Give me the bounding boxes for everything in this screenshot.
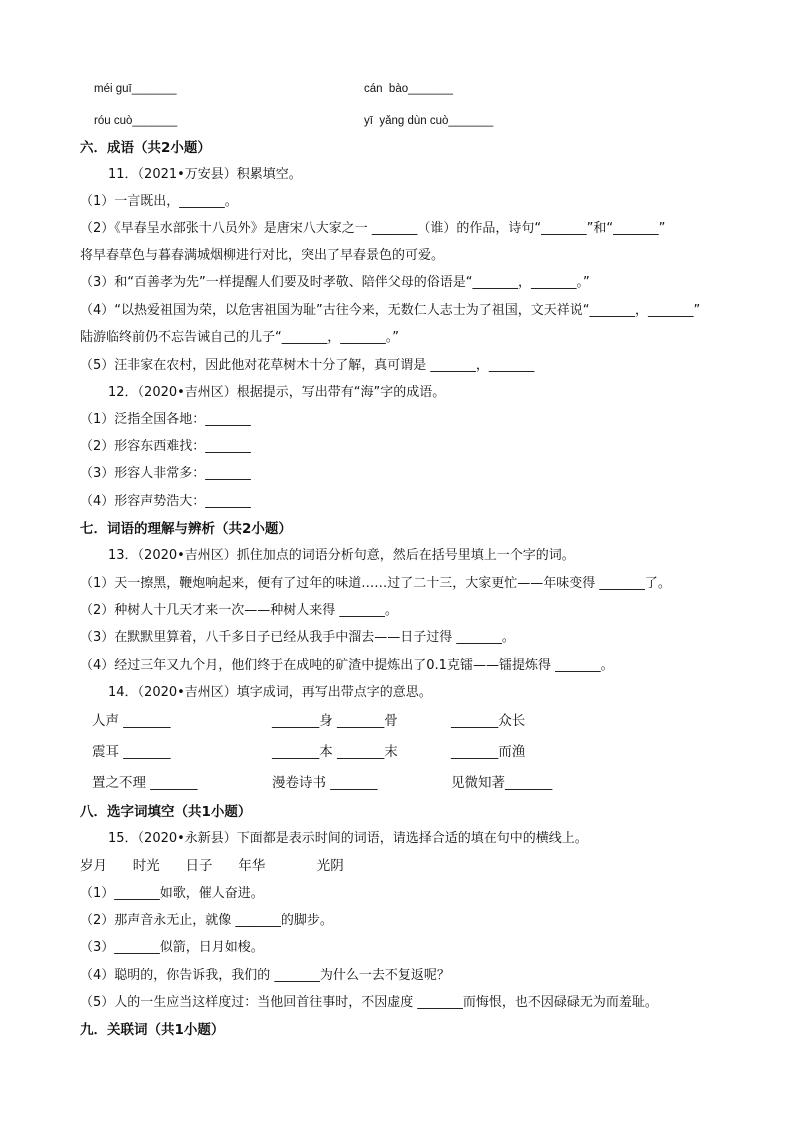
idiom-cell: 置之不理 _______	[92, 775, 198, 791]
word-bank: 岁月 时光 日子 年华 光阴	[80, 858, 344, 874]
section-heading: 七．词语的理解与辨析（共2小题）	[80, 521, 292, 537]
idiom-cell: 人声 _______	[92, 713, 171, 729]
idiom-cell: 漫卷诗书 _______	[272, 775, 378, 791]
idiom-cell: _______而渔	[451, 744, 526, 760]
pinyin-item: cán bào_______	[364, 83, 453, 95]
question-stem: 11．（2021•万安县）积累填空。	[108, 167, 302, 182]
question-stem: 13．（2020•吉州区）抓住加点的词语分析句意，然后在括号里填上一个字的词。	[108, 548, 575, 563]
question-item: 将早春草色与暮春满城烟柳进行对比，突出了早春景色的可爱。	[80, 248, 445, 263]
question-item: （3）在默默里算着，八千多日子已经从我手中溜去——日子过得 _______。	[80, 630, 515, 645]
question-stem: 12．（2020•吉州区）根据提示，写出带有“海”字的成语。	[108, 385, 446, 400]
question-item: （4）经过三年又九个月，他们终于在成吨的矿渣中提炼出了0.1克镭——镭提炼得 _______。	[80, 658, 614, 673]
idiom-cell: _______众长	[451, 713, 526, 729]
question-item: （4）形容声势浩大：_______	[80, 494, 251, 509]
question-stem: 14．（2020•吉州区）填字成词，再写出带点字的意思。	[108, 685, 432, 700]
idiom-cell: 见微知著_______	[451, 775, 553, 791]
question-item: （1）一言既出，_______。	[80, 194, 238, 209]
pinyin-item: yī yǎng dùn cuò_______	[364, 115, 494, 127]
question-item: （5）人的一生应当这样度过：当他回首往事时，不因虚度 _______而悔恨，也不因碌碌无为而羞耻。	[80, 995, 658, 1010]
question-item: （5）汪非家在农村，因此他对花草树木十分了解，真可谓是 _______，_______	[80, 358, 535, 373]
section-heading: 六．成语（共2小题）	[80, 140, 211, 156]
question-item: （2）《早春呈水部张十八员外》是唐宋八大家之一 _______（谁）的作品，诗句“_______”和“_______”	[80, 221, 666, 236]
section-heading: 九．关联词（共1小题）	[80, 1022, 225, 1038]
pinyin-item: róu cuò_______	[94, 115, 178, 127]
question-item: （2）种树人十几天才来一次——种树人来得 _______。	[80, 603, 398, 618]
idiom-cell: 震耳 _______	[92, 744, 171, 760]
question-item: （3）_______似箭，日月如梭。	[80, 940, 264, 955]
idiom-cell: _______本 _______末	[272, 744, 398, 760]
question-item: （2）形容东西难找：_______	[80, 439, 251, 454]
question-item: （1）泛指全国各地：_______	[80, 412, 251, 427]
pinyin-item: méi guī_______	[94, 83, 177, 95]
question-item: （3）和“百善孝为先”一样提醒人们要及时孝敬、陪伴父母的俗语是“_______，_______。”	[80, 275, 590, 290]
question-item: 陆游临终前仍不忘告诫自己的儿子“_______，_______。”	[80, 330, 399, 345]
question-item: （1）天一擦黑，鞭炮响起来，便有了过年的味道……过了二十三，大家更忙——年味变得 _______了。	[80, 576, 671, 591]
question-item: （4）“以热爱祖国为荣，以危害祖国为耻”古往今来，无数仁人志士为了祖国，文天祥说“_______，_______”	[80, 303, 701, 318]
question-item: （2）那声音永无止，就像 _______的脚步。	[80, 913, 333, 928]
question-item: （4）聪明的，你告诉我，我们的 _______为什么一去不复返呢？	[80, 968, 450, 983]
section-heading: 八．选字词填空（共1小题）	[80, 804, 252, 820]
question-item: （1）_______如歌，催人奋进。	[80, 886, 264, 901]
question-stem: 15．（2020•永新县）下面都是表示时间的词语，请选择合适的填在句中的横线上。	[108, 831, 588, 846]
idiom-cell: _______身 _______骨	[272, 713, 398, 729]
question-item: （3）形容人非常多：_______	[80, 466, 251, 481]
